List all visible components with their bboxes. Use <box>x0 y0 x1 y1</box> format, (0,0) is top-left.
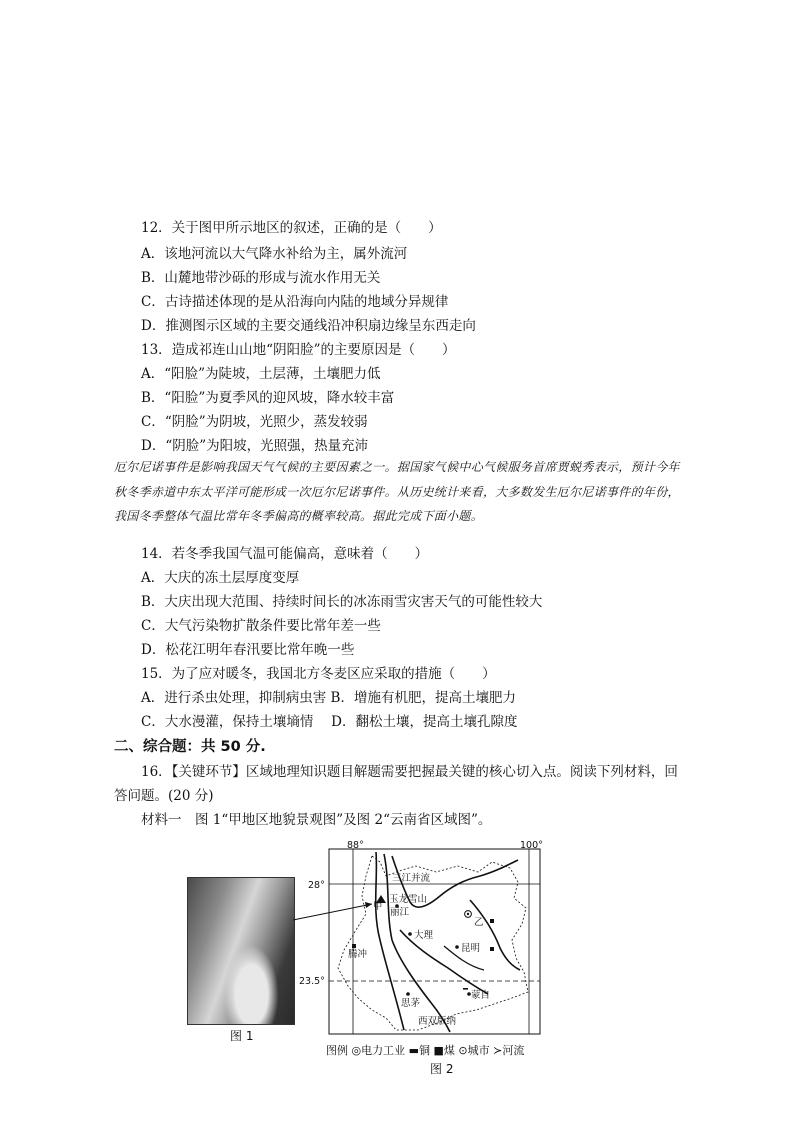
river-legend-icon: ≻ <box>493 1044 503 1057</box>
question-13-option-a: A．“阳脸”为陡坡，土层薄，土壤肥力低 <box>141 366 381 382</box>
figure-2-label: 图 2 <box>430 1062 454 1076</box>
section-2-heading: 二、综合题：共 50 分. <box>114 739 266 755</box>
label-lijiang: 丽江 <box>390 907 410 918</box>
coal-icon <box>490 919 494 923</box>
question-12-option-c: C．古诗描述体现的是从沿海向内陆的地域分异规律 <box>141 294 449 310</box>
pointer-line <box>293 904 372 920</box>
label-sanjiang: 三江并流 <box>392 873 431 884</box>
power-station-icon-core <box>467 913 469 915</box>
label-yi: 乙 <box>474 917 484 928</box>
question-12-option-d: D．推测图示区域的主要交通线沿冲积扇边缘呈东西走向 <box>141 318 476 334</box>
city-dot-simao <box>406 992 410 996</box>
legend-city: 城市 <box>467 1044 490 1057</box>
label-tengchong: 腾冲 <box>348 949 368 960</box>
lon-left-label: 88° <box>347 840 364 851</box>
pointer-arrowhead <box>365 902 372 908</box>
label-dali: 大理 <box>414 930 434 941</box>
legend-prefix: 图例 <box>326 1044 348 1057</box>
question-16-material: 材料一 图 1“甲地区地貌景观图”及图 2“云南省区域图”。 <box>141 812 492 828</box>
question-13-stem: 13．造成祁连山山地“阴阳脸”的主要原因是（ ） <box>141 342 456 358</box>
power-legend-icon: ◎ <box>351 1044 362 1057</box>
question-14-stem: 14．若冬季我国气温可能偏高，意味着（ ） <box>141 546 429 562</box>
label-simao: 思茅 <box>401 998 421 1009</box>
legend-river: 河流 <box>502 1044 525 1057</box>
coal-icon <box>352 944 356 948</box>
label-kunming: 昆明 <box>461 943 481 954</box>
yunnan-boundary <box>338 856 528 1030</box>
label-mengzi: 蒙自 <box>471 990 491 1001</box>
question-16-text: 16．【关键环节】区域地理知识题目解题需要把握最关键的核心切入点。阅读下列材料，回答问题。(20 分) <box>114 764 678 804</box>
city-dot-kunming <box>455 945 459 949</box>
label-xishuangbanna: 西双版纳 <box>418 1016 457 1027</box>
copper-icon <box>463 988 468 990</box>
el-nino-passage: 厄尔尼诺事件是影响我国天气气候的主要因素之一。据国家气候中心气候服务首席贾蜕秀表示，预计今年秋冬季赤道中东太平洋可能形成一次厄尔尼诺事件。从历史统计来看，大多数发生厄尔尼诺事件的年份，我国冬季整体气温比常年冬季偏高的概率较高。据此完成下面小题。 <box>114 460 680 523</box>
question-14-option-d: D．松花江明年春汛要比常年晚一些 <box>141 642 355 658</box>
question-12-option-a: A．该地河流以大气降水补给为主，属外流河 <box>141 246 408 262</box>
legend-copper: 铜 <box>419 1044 431 1057</box>
question-15-options-ab: A．进行杀虫处理，抑制病虫害 B．增施有机肥，提高土壤肥力 <box>141 690 516 706</box>
figure-1-label: 图 1 <box>230 1029 254 1043</box>
question-14-option-b: B．大庆出现大范围、持续时间长的冰冻雨雪灾害天气的可能性较大 <box>141 594 543 610</box>
question-13-option-c: C．“阴脸”为阴坡，光照少，蒸发较弱 <box>141 414 368 430</box>
question-13-option-d: D．“阴脸”为阳坡，光照强，热量充沛 <box>141 438 369 454</box>
question-13-option-b: B．“阳脸”为夏季风的迎风坡，降水较丰富 <box>141 390 395 406</box>
question-12-option-b: B．山麓地带沙砾的形成与流水作用无关 <box>141 270 381 286</box>
copper-legend-icon: ▬ <box>408 1044 420 1057</box>
legend-power: 电力工业 <box>361 1044 406 1057</box>
lon-right-label: 100° <box>520 840 543 851</box>
city-dot-dali <box>408 932 412 936</box>
lat-top-label: 28° <box>308 880 325 891</box>
map-legend <box>326 1042 524 1058</box>
question-15-stem: 15．为了应对暖冬，我国北方冬麦区应采取的措施（ ） <box>141 666 496 682</box>
coal-icon <box>490 947 494 951</box>
lat-bottom-label: 23.5° <box>299 976 325 987</box>
question-14-option-a: A．大庆的冻土层厚度变厚 <box>141 570 300 586</box>
question-12-stem: 12．关于图甲所示地区的叙述，正确的是（ ） <box>141 220 442 236</box>
legend-coal: 煤 <box>443 1044 455 1057</box>
question-14-option-c: C．大气污染物扩散条件要比常年差一些 <box>141 618 381 634</box>
label-yulong: 玉龙雪山 <box>389 894 428 905</box>
river-nanpan <box>470 900 520 970</box>
city-legend-icon: ⊙ <box>458 1044 468 1057</box>
label-jia: 甲 <box>373 901 383 912</box>
coal-legend-icon: ■ <box>433 1044 444 1057</box>
question-15-options-cd: C．大水漫灌，保持土壤墒情 D．翻松土壤，提高土壤孔隙度 <box>141 714 518 730</box>
